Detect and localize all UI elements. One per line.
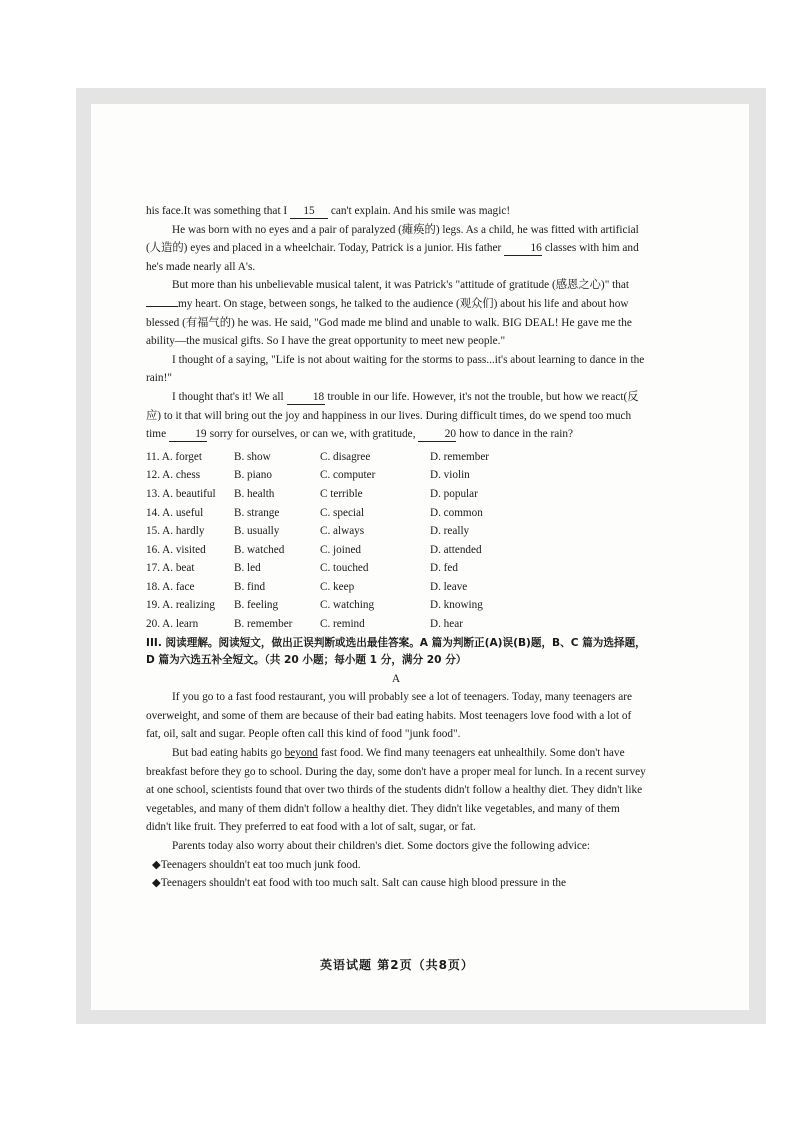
passage-a-paragraph-2: But bad eating habits go beyond fast food. We find many teenagers eat unhealthily. Some don't have breakfast before they go to school. During the day, some don't have a proper meal for lunch. In a recent survey at one school, scientists found that over two thirds of the students didn't follow a healthy diet. They didn't like vegetables, and many of them didn't follow a healthy diet. They didn't like vegetables, and many of them didn't like fruit. They preferred to eat food with a lot of salt, sugar, or fat. [146, 747, 646, 834]
option-cell: D. attended [430, 543, 482, 556]
blank-19: 19 [169, 427, 207, 442]
option-cell: C. keep [320, 580, 355, 593]
bullet-diamond-icon: ◆ [152, 858, 161, 871]
option-cell: B. find [234, 580, 266, 593]
option-cell: 20. A. learn [146, 618, 199, 631]
page-content [146, 202, 646, 893]
option-cell: 19. A. realizing [146, 599, 215, 612]
blank-18: 18 [287, 390, 325, 405]
option-cell: 12. A. chess [146, 469, 201, 482]
option-cell: 17. A. beat [146, 562, 195, 575]
cloze-paragraph-1: his face.It was something that I 15 can't explain. And his smile was magic! [146, 205, 511, 217]
advice-item-2: ◆Teenagers shouldn't eat food with too much salt. Salt can cause high blood pressure in the [152, 877, 567, 890]
page-footer: 英语试题 第2页（共8页） [320, 958, 474, 972]
option-cell: C. special [320, 506, 365, 519]
option-row [146, 466, 560, 485]
option-row [146, 448, 560, 467]
option-row [146, 485, 560, 504]
option-row [146, 578, 560, 597]
option-cell: C. watching [320, 599, 375, 612]
option-cell: B. strange [234, 506, 280, 519]
option-cell: D. remember [430, 450, 490, 463]
option-cell: D. violin [430, 469, 470, 482]
cloze-paragraph-5: I thought that's it! We all 18 trouble in our life. However, it's not the trouble, but how we react(反应) to it that will bring out the joy and happiness in our lives. During difficult times, do we spend too much time 19 sorry for ourselves, or can we, with gratitude, 20 how to dance in the rain? [146, 390, 639, 441]
blank-20: 20 [418, 427, 456, 442]
blank-16: 16 [504, 241, 542, 256]
option-row [146, 615, 560, 634]
option-cell: 11. A. forget [146, 450, 202, 463]
passage-letter: A [391, 672, 401, 685]
option-cell: D. leave [430, 580, 468, 593]
option-row [146, 504, 560, 523]
options-table [146, 448, 560, 634]
cloze-paragraph-3: But more than his unbelievable musical talent, it was Patrick's "attitude of gratitude (感恩之心)" thatmy heart. On stage, between songs, he talked to the audience (观众们) about his life and about how blessed (有福气的) he was. He said, "God made me blind and unable to walk. BIG DEAL! He gave me the ability—the musical gifts. So I have the great opportunity to meet new people." [146, 279, 632, 348]
passage-a-paragraph-1: If you go to a fast food restaurant, you will probably see a lot of teenagers. Today, many teenagers are overweight, and some of them are because of their bad eating habits. Most teenagers love food with a lot of fat, oil, salt and sugar. People often call this kind of food "junk food". [146, 691, 633, 741]
option-cell: C. disagree [320, 450, 371, 463]
option-cell: B. remember [234, 618, 293, 631]
option-cell: C. always [320, 525, 365, 538]
option-cell: B. piano [234, 469, 272, 482]
option-cell: B. watched [234, 543, 285, 556]
option-cell: D. common [430, 506, 483, 519]
option-cell: C. remind [320, 618, 365, 631]
option-cell: D. popular [430, 487, 478, 500]
option-cell: C. joined [320, 543, 362, 556]
option-cell: D. really [430, 525, 470, 538]
cloze-paragraph-2: He was born with no eyes and a pair of paralyzed (瘫痪的) legs. As a child, he was fitted with artificial (人造的) eyes and placed in a wheelchair. Today, Patrick is a junior. His father 16 classes with him and he's made nearly all A's. [146, 223, 639, 273]
section-heading: III. 阅读理解。阅读短文，做出正误判断或选出最佳答案。A 篇为判断正(A)误(B)题，B、C 篇为选择题，D 篇为六选五补全短文。（共 20 小题；每小题 1 分，满分 20 分） [146, 636, 646, 667]
option-cell: 18. A. face [146, 580, 195, 593]
option-cell: D. knowing [430, 599, 483, 612]
passage-a-paragraph-3: Parents today also worry about their children's diet. Some doctors give the following advice: [172, 840, 591, 852]
option-cell: 15. A. hardly [146, 525, 205, 538]
option-cell: B. show [234, 450, 271, 463]
option-cell: C terrible [320, 487, 363, 500]
option-cell: B. usually [234, 525, 280, 538]
option-cell: D. fed [430, 562, 458, 575]
underlined-word: beyond [284, 747, 318, 760]
advice-item-1: ◆Teenagers shouldn't eat too much junk food. [152, 858, 361, 871]
option-row [146, 522, 560, 541]
option-cell: D. hear [430, 618, 463, 631]
option-row [146, 541, 560, 560]
option-cell: B. led [234, 562, 261, 575]
cloze-paragraph-4: I thought of a saying, "Life is not about waiting for the storms to pass...it's about learning to dance in the rain!" [146, 353, 645, 385]
option-cell: C. touched [320, 562, 369, 575]
option-row [146, 559, 560, 578]
option-cell: 14. A. useful [146, 506, 204, 519]
option-cell: B. health [234, 487, 275, 500]
option-row [146, 596, 560, 615]
option-cell: 13. A. beautiful [146, 487, 216, 500]
option-cell: C. computer [320, 469, 376, 482]
blank-15: 15 [290, 204, 328, 219]
option-cell: 16. A. visited [146, 543, 206, 556]
blank-17 [146, 306, 178, 307]
option-cell: B. feeling [234, 599, 279, 612]
bullet-diamond-icon: ◆ [152, 877, 161, 890]
